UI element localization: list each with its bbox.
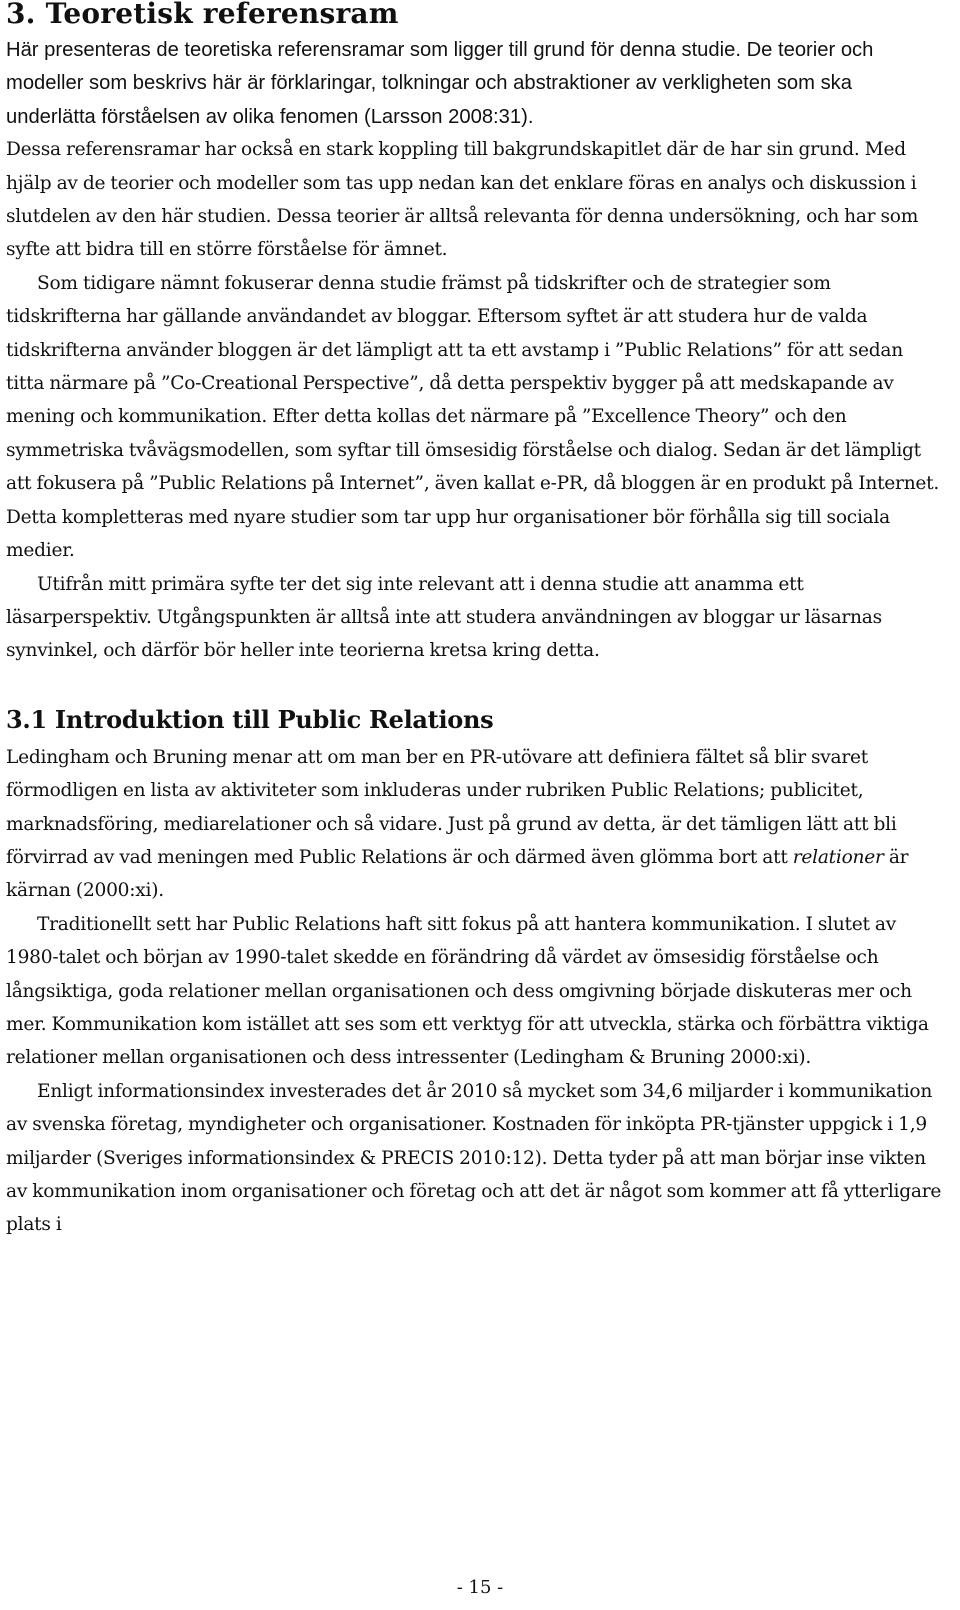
body-paragraph-communication: Traditionellt sett har Public Relations haft sitt fokus på att hantera kommunikation. I slutet av 1980-talet och början av 1990-talet skedde en förändring då värdet av ömsesidig förståelse och långsiktiga, goda relationer mellan organisationen och dess omgivning började diskuteras mer och mer. Kommunikation kom istället att ses som ett verktyg för att utveckla, stärka och förbättra viktiga relationer mellan organisationen och dess intressenter (Ledingham & Bruning 2000:xi). [6,913,929,1069]
intro-paragraph-serif: Dessa referensramar har också en stark koppling till bakgrundskapitlet där de har sin grund. Med hjälp av de teorier och modeller som tas upp nedan kan det enklare föras en analys och diskussion i slutdelen av den här studien. Dessa teorier är alltså relevanta för denna undersökning, och har som syfte att bidra till en större förståelse för ämnet. [6,139,919,261]
pr-definition-text: Ledingham och Bruning menar att om man ber en PR-utövare att definiera fältet så blir svaret förmodligen en lista av aktiviteter som inkluderas under rubriken Public Relations; publicitet, marknadsföring, mediarelationer och så vidare. Just på grund av detta, är det tämligen lätt att bli förvirrad av vad meningen med Public Relations är och därmed även glömma bort att [6,746,897,868]
body-paragraph-investment: Enligt informationsindex investerades det år 2010 så mycket som 34,6 miljarder i kommunikation av svenska företag, myndigheter och organisationer. Kostnaden för inköpta PR-tjänster uppgick i 1,9 miljarder (Sveriges informationsindex & PRECIS 2010:12). Detta tyder på att man börjar inse vikten av kommunikation inom organisationer och företag och att det är något som kommer att få ytterligare plats i [6,1080,942,1236]
intro-paragraph-sans: Här presenteras de teoretiska referensramar som ligger till grund för denna studie. De teorier och modeller som beskrivs här är förklaringar, tolkningar och abstraktioner av verkligheten som ska underlätta förståelsen av olika fenomen (Larsson 2008:31). [6,39,874,128]
emphasis-relationer: relationer [792,846,884,868]
pr-definition-text-end: är kärnan (2000:xi). [6,846,909,902]
document-page [6,0,946,1242]
page-number: - 15 - [456,1577,504,1598]
body-paragraph-pr-definition [6,741,946,908]
body-paragraph-theories: Som tidigare nämnt fokuserar denna studie främst på tidskrifter och de strategier som tidskrifterna har gällande användandet av bloggar. Eftersom syftet är att studera hur de valda tidskrifterna använder bloggen är det lämpligt att ta ett avstamp i ”Public Relations” för att sedan titta närmare på ”Co-Creational Perspective”, då detta perspektiv bygger på att medskapande av mening och kommunikation. Efter detta kollas det närmare på ”Excellence Theory” och den symmetriska tvåvägsmodellen, som syftar till ömsesidig förståelse och dialog. Sedan är det lämpligt att fokusera på ”Public Relations på Internet”, även kallat e-PR, då bloggen är en produkt på Internet. Detta kompletteras med nyare studier som tar upp hur organisationer bör förhålla sig till sociala medier. [6,272,940,562]
subsection-heading: 3.1 Introduktion till Public Relations [6,704,494,734]
body-paragraph-perspective: Utifrån mitt primära syfte ter det sig inte relevant att i denna studie att anamma ett läsarperspektiv. Utgångspunkten är alltså inte att studera användningen av bloggar ur läsarnas synvinkel, och därför bör heller inte teorierna kretsa kring detta. [6,573,882,662]
section-heading: 3. Teoretisk referensram [6,0,399,30]
